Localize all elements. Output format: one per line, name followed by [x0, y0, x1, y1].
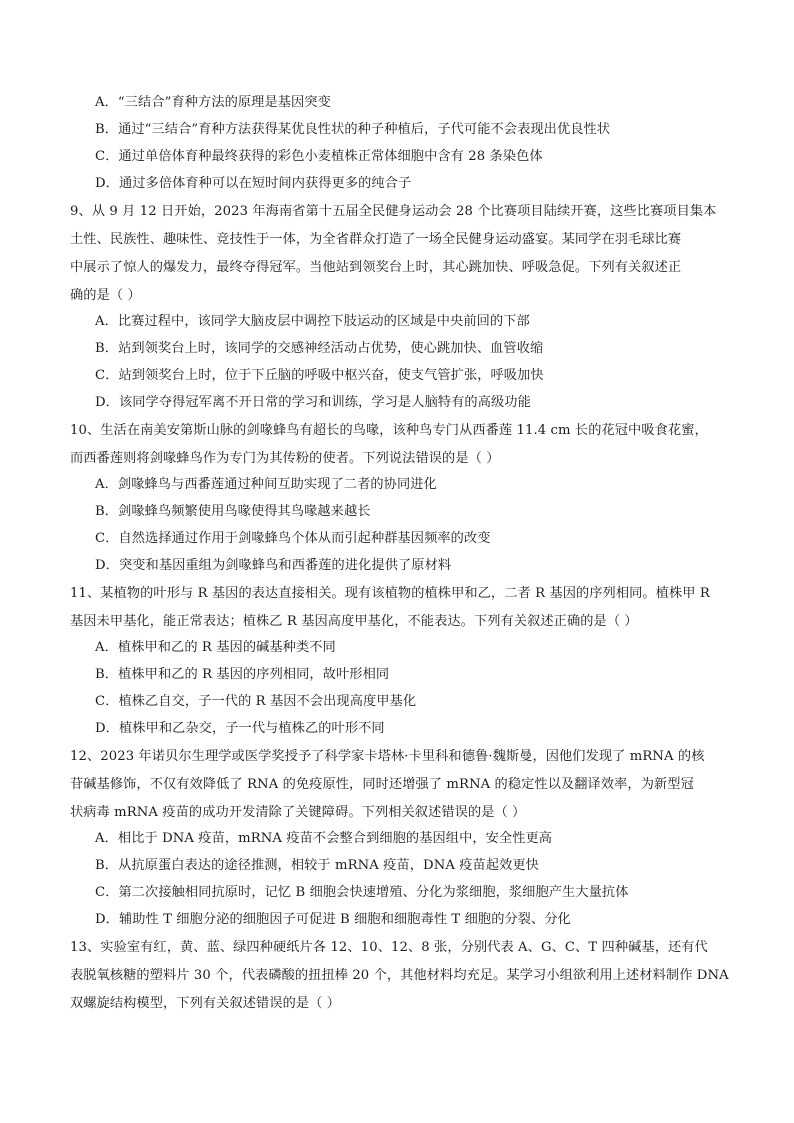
q12-option-b: B．从抗原蛋白表达的途径推测，相较于 mRNA 疫苗，DNA 疫苗起效更快: [95, 858, 539, 873]
q9-option-c: C．站到领奖台上时，位于下丘脑的呼吸中枢兴奋，使支气管扩张，呼吸加快: [95, 368, 544, 383]
q10-option-b: B．剑喙蜂鸟频繁使用鸟喙使得其鸟喙越来越长: [95, 504, 371, 519]
q9-stem-line: 确的是（ ）: [70, 288, 141, 303]
q12-stem-line: 苷碱基修饰，不仅有效降低了 RNA 的免疫原性，同时还增强了 mRNA 的稳定性以及翻译效率，为新型冠: [70, 777, 694, 792]
q9-stem-line: 9、从 9 月 12 日开始，2023 年海南省第十五届全民健身运动会 28 个比赛项目陆续开赛，这些比赛项目集本: [70, 204, 717, 219]
q13-stem-line: 表脱氧核糖的塑料片 30 个，代表磷酸的扭扭棒 20 个，其他材料均充足。某学习小组欲利用上述材料制作 DNA: [70, 968, 729, 983]
q13-stem-line: 13、实验室有红，黄、蓝、绿四种硬纸片各 12、10、12、8 张，分别代表 A、G、C、T 四种碱基，还有代: [70, 940, 708, 955]
q9-stem-line: 中展示了惊人的爆发力，最终夺得冠军。当他站到领奖台上时，其心跳加快、呼吸急促。下列有关叙述正: [70, 260, 682, 275]
q8-option-b: B．通过“三结合”育种方法获得某优良性状的种子种植后，子代可能不会表现出优良性状: [95, 122, 611, 137]
q9-option-d: D．该同学夺得冠军离不开日常的学习和训练，学习是人脑特有的高级功能: [95, 395, 531, 410]
q8-option-a: A．“三结合”育种方法的原理是基因突变: [95, 95, 331, 110]
q12-stem-line: 12、2023 年诺贝尔生理学或医学奖授予了科学家卡塔林·卡里科和德鲁·魏斯曼，因他们发现了 mRNA 的核: [70, 749, 705, 764]
q9-option-a: A．比赛过程中，该同学大脑皮层中调控下肢运动的区域是中央前回的下部: [95, 314, 530, 329]
q11-option-a: A．植株甲和乙的 R 基因的碱基种类不同: [95, 640, 336, 655]
q10-stem-line: 而西番莲则将剑喙蜂鸟作为专门为其传粉的使者。下列说法错误的是（ ）: [70, 451, 500, 466]
q8-option-d: D．通过多倍体育种可以在短时间内获得更多的纯合子: [95, 176, 412, 191]
q10-stem-line: 10、生活在南美安第斯山脉的剑喙蜂鸟有超长的鸟喙，该种鸟专门从西番莲 11.4 cm 长的花冠中吸食花蜜，: [70, 423, 708, 438]
q12-option-a: A．相比于 DNA 疫苗，mRNA 疫苗不会整合到细胞的基因组中，安全性更高: [95, 831, 553, 846]
q12-option-c: C．第二次接触相同抗原时，记忆 B 细胞会快速增殖、分化为浆细胞，浆细胞产生大量抗体: [95, 885, 629, 900]
q9-stem-line: 土性、民族性、趣味性、竞技性于一体，为全省群众打造了一场全民健身运动盛宴。某同学在羽毛球比赛: [70, 232, 682, 247]
q11-option-c: C．植株乙自交，子一代的 R 基因不会出现高度甲基化: [95, 694, 417, 709]
q8-option-c: C．通过单倍体育种最终获得的彩色小麦植株正常体细胞中含有 28 条染色体: [95, 149, 543, 164]
q11-option-b: B．植株甲和乙的 R 基因的序列相同，故叶形相同: [95, 667, 390, 682]
q10-option-c: C．自然选择通过作用于剑喙蜂鸟个体从而引起种群基因频率的改变: [95, 531, 491, 546]
q12-stem-line: 状病毒 mRNA 疫苗的成功开发清除了关键障碍。下列相关叙述错误的是（ ）: [70, 805, 526, 820]
q11-stem-line: 11、某植物的叶形与 R 基因的表达直接相关。现有该植物的植株甲和乙，二者 R 基因的序列相同。植株甲 R: [70, 586, 710, 601]
q9-option-b: B．站到领奖台上时，该同学的交感神经活动占优势，使心跳加快、血管收缩: [95, 341, 544, 356]
q10-option-a: A．剑喙蜂鸟与西番莲通过种间互助实现了二者的协同进化: [95, 477, 437, 492]
q13-stem-line: 双螺旋结构模型，下列有关叙述错误的是（ ）: [70, 996, 341, 1011]
q11-option-d: D．植株甲和乙杂交，子一代与植株乙的叶形不同: [95, 721, 385, 736]
q10-option-d: D．突变和基因重组为剑喙蜂鸟和西番莲的进化提供了原材料: [95, 558, 452, 573]
q12-option-d: D．辅助性 T 细胞分泌的细胞因子可促进 B 细胞和细胞毒性 T 细胞的分裂、分化: [95, 912, 571, 927]
q11-stem-line: 基因未甲基化，能正常表达；植株乙 R 基因高度甲基化，不能表达。下列有关叙述正确的是（ ）: [70, 614, 638, 629]
